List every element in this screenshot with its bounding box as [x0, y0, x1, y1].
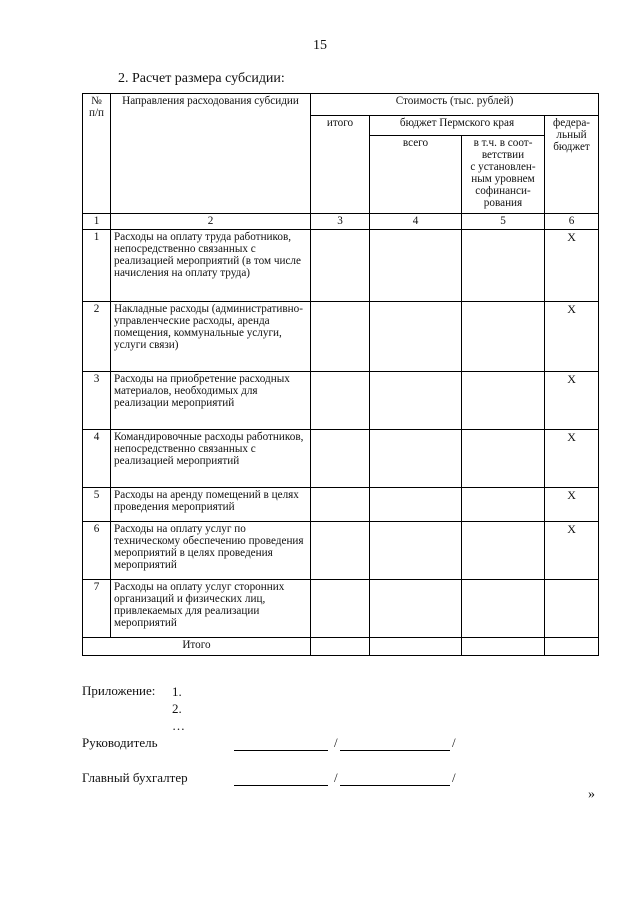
cell-perm-all	[370, 372, 462, 430]
cell-federal: X	[545, 488, 599, 522]
cell-federal: X	[545, 302, 599, 372]
cell-perm-cofin	[462, 522, 545, 580]
appendix-item: 2.	[172, 701, 182, 716]
column-number-row	[83, 214, 599, 230]
slash: /	[334, 735, 338, 750]
name-line	[340, 785, 450, 786]
cell-perm-cofin	[462, 580, 545, 638]
cell-total	[311, 488, 370, 522]
row-num: 3	[83, 372, 111, 430]
slash: /	[452, 770, 456, 785]
slash: /	[334, 770, 338, 785]
row-num: 6	[83, 522, 111, 580]
header-perm-budget: бюджет Пермского края	[370, 116, 545, 136]
cell-perm-all	[370, 302, 462, 372]
table-row	[83, 302, 599, 372]
cell-perm-cofin	[462, 430, 545, 488]
cell-total	[311, 638, 370, 656]
cell-perm-cofin	[462, 638, 545, 656]
signature-line	[234, 785, 328, 786]
row-text: Расходы на приобретение расходных материалов, необходимых для реализации мероприятий	[111, 372, 311, 430]
cell-perm-cofin	[462, 230, 545, 302]
cell-perm-cofin	[462, 302, 545, 372]
cell-total	[311, 302, 370, 372]
header-perm-cofin: в т.ч. в соот- ветствии с установлен- ным уровнем софинанси- рования	[462, 136, 545, 214]
header-total: итого	[311, 116, 370, 214]
section-title: 2. Расчет размера субсидии:	[118, 71, 285, 86]
column-number: 1	[83, 214, 111, 230]
appendix-list	[172, 683, 185, 734]
header-direction: Направления расходования субсидии	[111, 94, 311, 214]
cell-total	[311, 430, 370, 488]
cell-federal: X	[545, 372, 599, 430]
slash: /	[452, 735, 456, 750]
cell-perm-all	[370, 522, 462, 580]
column-number: 4	[370, 214, 462, 230]
table-row	[83, 580, 599, 638]
table-row	[83, 430, 599, 488]
table-row	[83, 522, 599, 580]
table-row	[83, 372, 599, 430]
signature-label: Руководитель	[82, 735, 158, 750]
row-text: Расходы на оплату труда работников, непосредственно связанных с реализацией мероприятий (в том числе начисления на оплату труда)	[111, 230, 311, 302]
table-row	[83, 488, 599, 522]
row-text: Накладные расходы (административно-управленческие расходы, аренда помещения, коммунальные услуги, услуги связи)	[111, 302, 311, 372]
cell-perm-all	[370, 580, 462, 638]
cell-federal	[545, 638, 599, 656]
page-number: 15	[313, 38, 327, 53]
total-row	[83, 638, 599, 656]
table-row	[83, 230, 599, 302]
cell-total	[311, 580, 370, 638]
row-text: Расходы на оплату услуг сторонних организаций и физических лиц, привлекаемых для реализации мероприятий	[111, 580, 311, 638]
cell-federal: X	[545, 230, 599, 302]
appendix-item: 1.	[172, 684, 182, 699]
column-number: 6	[545, 214, 599, 230]
row-num: 1	[83, 230, 111, 302]
cell-federal: X	[545, 522, 599, 580]
subsidy-table	[82, 93, 599, 656]
cell-federal	[545, 580, 599, 638]
header-cost: Стоимость (тыс. рублей)	[311, 94, 599, 116]
row-num: 5	[83, 488, 111, 522]
signature-label: Главный бухгалтер	[82, 770, 188, 785]
cell-perm-cofin	[462, 488, 545, 522]
column-number: 2	[111, 214, 311, 230]
row-text: Командировочные расходы работников, непосредственно связанных с реализацией мероприятий	[111, 430, 311, 488]
header-federal: федера- льный бюджет	[545, 116, 599, 214]
cell-total	[311, 372, 370, 430]
cell-perm-all	[370, 430, 462, 488]
cell-total	[311, 230, 370, 302]
cell-perm-all	[370, 638, 462, 656]
appendix-item: …	[172, 718, 185, 733]
column-number: 3	[311, 214, 370, 230]
row-text: Расходы на оплату услуг по техническому обеспечению проведения мероприятий в целях проведения мероприятий	[111, 522, 311, 580]
row-text: Расходы на аренду помещений в целях проведения мероприятий	[111, 488, 311, 522]
name-line	[340, 750, 450, 751]
row-num: 4	[83, 430, 111, 488]
cell-total	[311, 522, 370, 580]
header-perm-all: всего	[370, 136, 462, 214]
cell-federal: X	[545, 430, 599, 488]
row-num: 7	[83, 580, 111, 638]
column-number: 5	[462, 214, 545, 230]
cell-perm-all	[370, 488, 462, 522]
cell-perm-all	[370, 230, 462, 302]
closing-quote: »	[588, 787, 595, 802]
header-num: № п/п	[83, 94, 111, 214]
appendix-label: Приложение:	[82, 683, 156, 698]
row-num: 2	[83, 302, 111, 372]
cell-perm-cofin	[462, 372, 545, 430]
total-label: Итого	[83, 638, 311, 656]
signature-line	[234, 750, 328, 751]
